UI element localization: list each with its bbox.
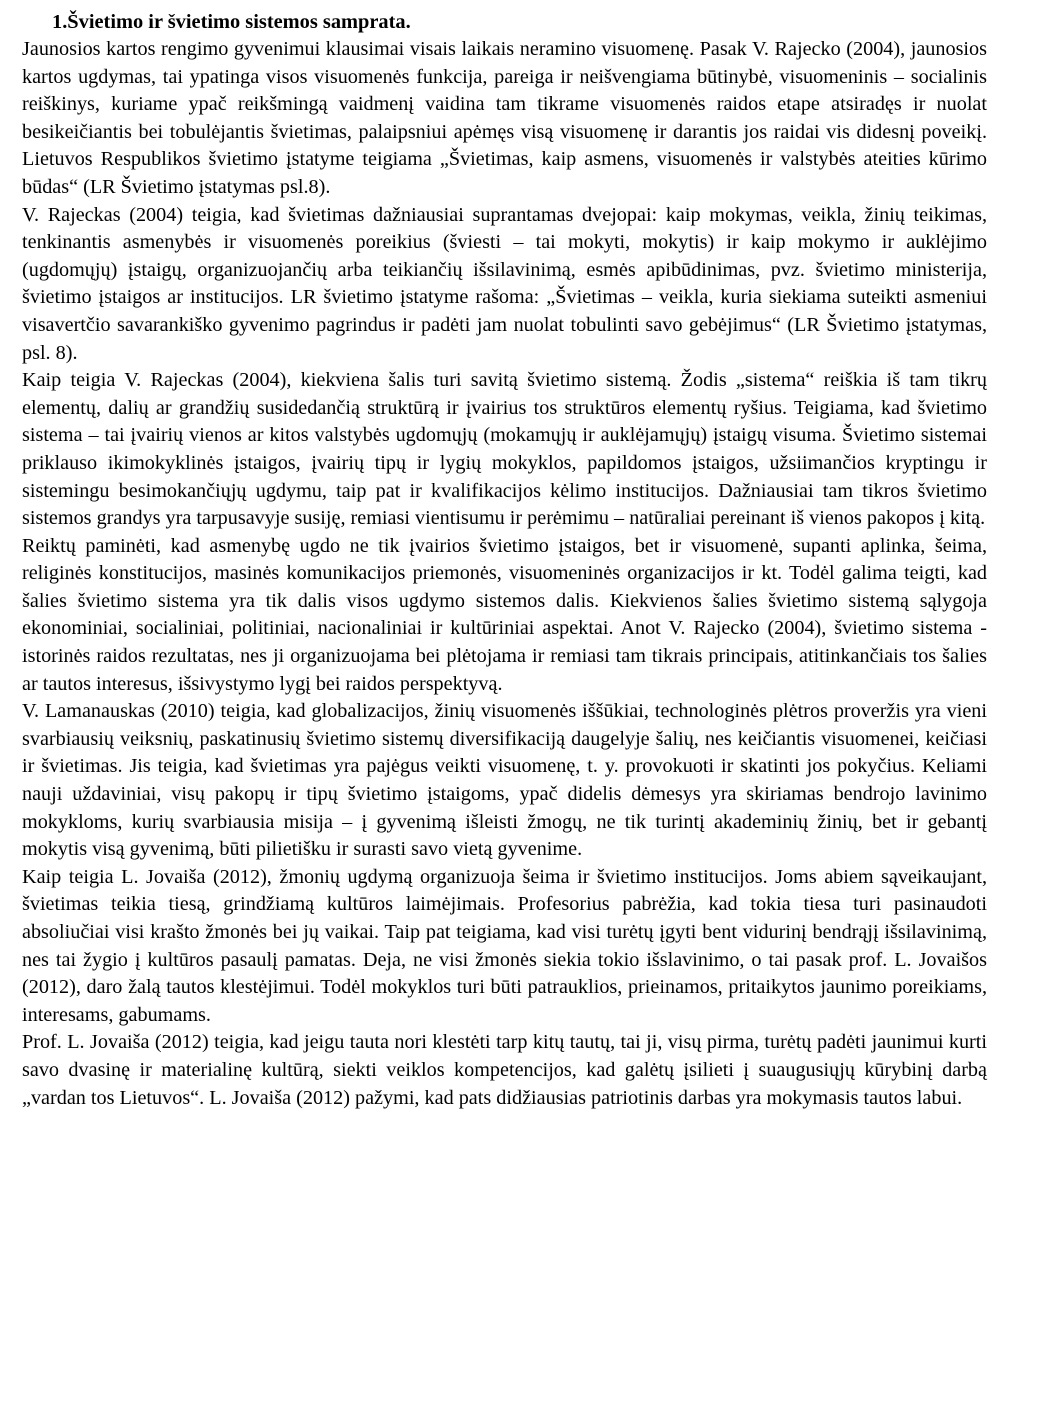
paragraph-2: V. Rajeckas (2004) teigia, kad švietimas dažniausiai suprantamas dvejopai: kaip mokymas, veikla, žinių teikimas, tenkinantis asmenybės ir visuomenės poreikius (šviesti – tai mokyti, mokytis) ir kaip mokymo ir auklėjimo (ugdomųjų) įstaigų, organizuojančių arba teikiančių išsilavinimą, esmės apibūdinimas, pvz. švietimo ministerija, švietimo įstaigos ar institucijos. LR švietimo įstatyme rašoma: „Švietimas – veikla, kuria siekiama suteikti asmeniui visavertčio savarankiško gyvenimo pagrindus ir padėti jam nuolat tobulinti savo gebėjimus“ (LR Švietimo įstatymas, psl. 8). bbox=[22, 203, 987, 364]
paragraph-1: Jaunosios kartos rengimo gyvenimui klausimai visais laikais neramino visuomenę. Pasak V. Rajecko (2004), jaunosios kartos ugdymas, tai ypatinga visos visuomenės funkcija, pareiga ir neišvengiama būtinybė, visuomeninis – socialinis reiškinys, kuriame ypač reikšmingą vaidmenį vaidina tam tikrame visuomenės raidos etape atsiradęs ir nuolat besikeičiantis bei tobulėjantis švietimas, palaipsniui apėmęs visą visuomenę ir darantis jos raidai vis didesnį poveikį. Lietuvos Respublikos švietimo įstatyme teigiama „Švietimas, kaip asmens, visuomenės ir valstybės ateities kūrimo būdas“ (LR Švietimo įstatymas psl.8). bbox=[22, 38, 987, 198]
paragraph-7: Prof. L. Jovaiša (2012) teigia, kad jeigu tauta nori klestėti tarp kitų tautų, tai ji, visų pirma, turėtų padėti jaunimui kurti savo dvasinę ir materialinę kultūrą, siekti veiklos kompetencijos, kad galėtų įsilieti į suaugusiųjų kūrybinį darbą „vardan tos Lietuvos“. L. Jovaiša (2012) pažymi, kad pats didžiausias patriotinis darbas yra mokymasis tautos labui. bbox=[22, 1031, 987, 1109]
document-page bbox=[22, 8, 987, 1112]
paragraph-3: Kaip teigia V. Rajeckas (2004), kiekviena šalis turi savitą švietimo sistemą. Žodis „sistema“ reiškia iš tam tikrų elementų, dalių ar grandžių susidedančią struktūrą ir įvairius tos struktūros elementų ryšius. Teigiama, kad švietimo sistema – tai įvairių vienos ar kitos valstybės ugdomųjų (mokamųjų ir auklėjamųjų) įstaigų visuma. Švietimo sistemai priklauso ikimokyklinės įstaigos, įvairių tipų ir lygių mokyklos, papildomos įstaigos, užsiimančios kryptingu ir sistemingu besimokančiųjų ugdymu, taip pat ir kvalifikacijos kėlimo institucijos. Dažniausiai tam tikros švietimo sistemos grandys yra tarpusavyje susiję, remiasi vientisumu ir perėmimu – natūraliai pereinant iš vienos pakopos į kitą. bbox=[22, 369, 987, 530]
section-heading: 1.Švietimo ir švietimo sistemos samprata. bbox=[52, 11, 411, 33]
paragraph-4: Reiktų paminėti, kad asmenybę ugdo ne tik įvairios švietimo įstaigos, bet ir visuomenė, supanti aplinka, šeima, religinės konstitucijos, masinės komunikacijos priemonės, visuomeninės organizacijos ir kt. Todėl galima teigti, kad šalies švietimo sistema yra tik dalis visos ugdymo sistemos dalis. Kiekvienos šalies švietimo sistemą sąlygoja ekonominiai, socialiniai, politiniai, nacionaliniai ir kultūriniai aspektai. Anot V. Rajecko (2004), švietimo sistema - istorinės raidos rezultatas, nes ji organizuojama bei plėtojama ir remiasi tam tikrais principais, atitinkančiais tos šalies ar tautos interesus, išsivystymo lygį bei raidos perspektyvą. bbox=[22, 534, 987, 695]
paragraph-5: V. Lamanauskas (2010) teigia, kad globalizacijos, žinių visuomenės iššūkiai, technologinės plėtros proveržis yra vieni svarbiausių veiksnių, paskatinusių švietimo sistemų diversifikaciją daugelyje šalių, nes keičiantis visuomenei, keičiasi ir švietimas. Jis teigia, kad švietimas yra pajėgus veikti visuomenę, t. y. provokuoti ir skatinti jos pokyčius. Keliami nauji uždaviniai, visų pakopų ir tipų švietimo įstaigoms, ypač didelis dėmesys yra skiriamas bendrojo lavinimo mokykloms, kurių svarbiausia misija – į gyvenimą išleisti žmogų, ne tik turintį akademinių žinių, bet ir gebantį mokytis visą gyvenimą, būti pilietišku ir surasti savo vietą gyvenime. bbox=[22, 700, 987, 861]
paragraph-6: Kaip teigia L. Jovaiša (2012), žmonių ugdymą organizuoja šeima ir švietimo institucijos. Joms abiem sąveikaujant, švietimas teikia tiesą, grindžiamą kultūros laimėjimais. Profesorius pabrėžia, kad tokia tiesa turi pasinaudoti absoliučiai visi krašto žmonės bei jų vaikai. Taip pat teigiama, kad visi turėtų įgyti bent vidurinį bendrąjį išsilavinimą, nes tai žygio į kultūros pasaulį pamatas. Deja, ne visi žmonės siekia tokio išslavinimo, o tai pasak prof. L. Jovaišos (2012), daro žalą tautos klestėjimui. Todėl mokyklos turi būti patrauklios, prieinamos, pritaikytos jaunimo poreikiams, interesams, gabumams. bbox=[22, 865, 987, 1026]
